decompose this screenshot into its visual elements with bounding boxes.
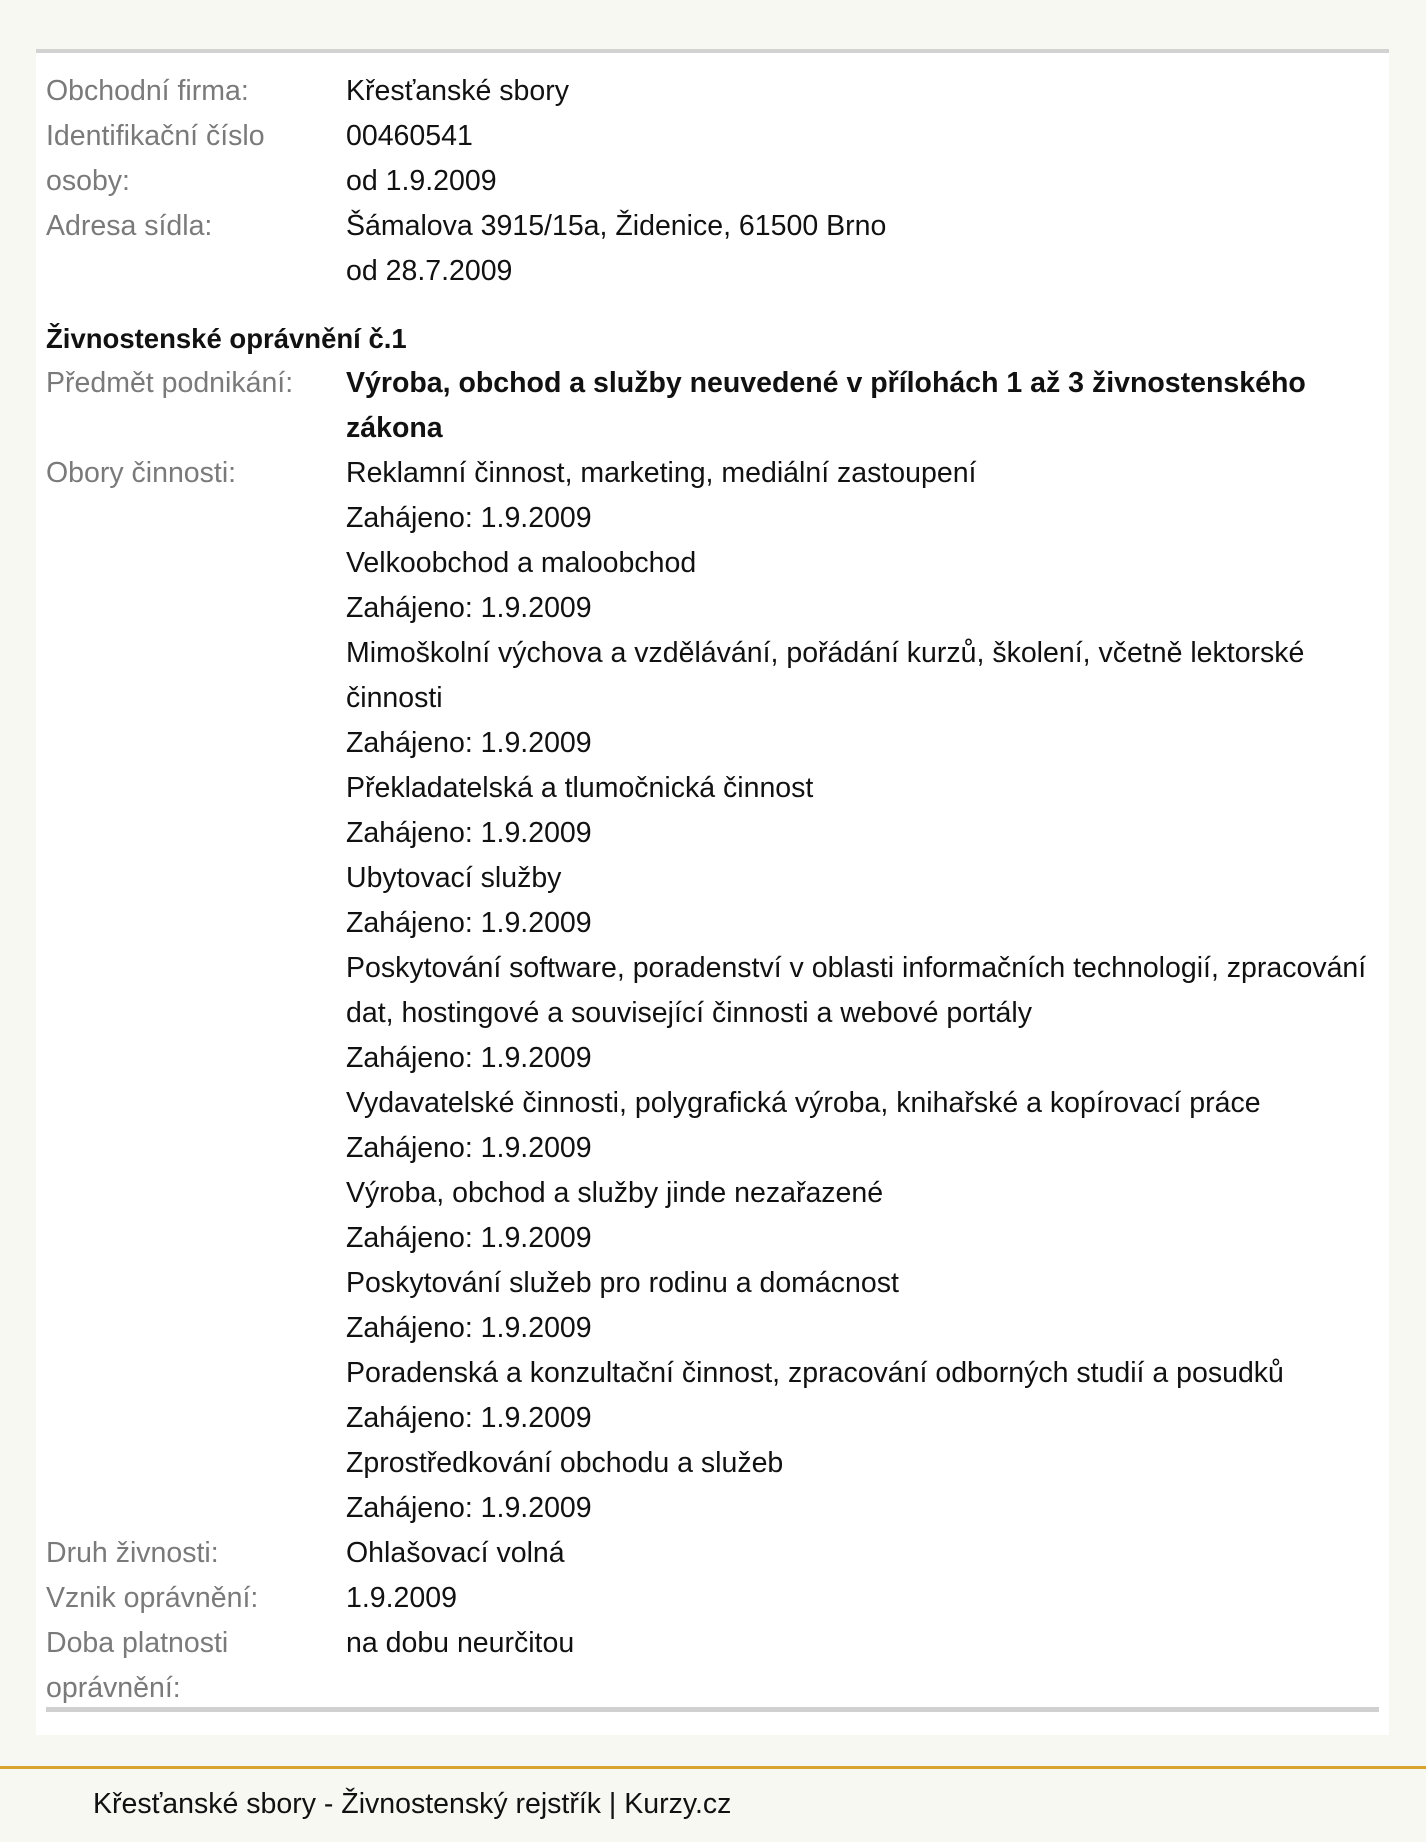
- license-heading: Živnostenské oprávnění č.1: [46, 323, 407, 354]
- field-item-name: Výroba, obchod a služby jinde nezařazené: [346, 1177, 884, 1209]
- license-fields-label: Obory činnosti:: [46, 457, 237, 489]
- license-validity-value: na dobu neurčitou: [346, 1627, 575, 1659]
- license-info-table: [46, 361, 1379, 1711]
- company-info-table: [46, 69, 1379, 294]
- company-address-label: Adresa sídla:: [46, 210, 213, 242]
- field-item: [346, 766, 1379, 856]
- section-gap: [46, 294, 1379, 316]
- footer-registry-link[interactable]: Živnostenský rejstřík: [341, 1788, 602, 1820]
- company-address-row: [46, 204, 1379, 294]
- field-item: [346, 541, 1379, 631]
- field-item-started: Zahájeno: 1.9.2009: [346, 1402, 592, 1434]
- field-item-name: Zprostředkování obchodu a služeb: [346, 1447, 784, 1479]
- field-item-started: Zahájeno: 1.9.2009: [346, 817, 592, 849]
- field-item: [346, 1351, 1379, 1441]
- field-item: [346, 1171, 1379, 1261]
- field-item-name: Ubytovací služby: [346, 862, 562, 894]
- company-name-row: [46, 69, 1379, 114]
- field-item-name: Reklamní činnost, marketing, mediální zastoupení: [346, 457, 977, 489]
- license-subject-value: Výroba, obchod a služby neuvedené v přílohách 1 až 3 živnostenského zákona: [346, 367, 1306, 444]
- company-address-value: Šámalova 3915/15a, Židenice, 61500 Brno: [346, 210, 887, 242]
- license-origin-value: 1.9.2009: [346, 1582, 457, 1614]
- company-address-since: od 28.7.2009: [346, 255, 513, 287]
- field-item-started: Zahájeno: 1.9.2009: [346, 1042, 592, 1074]
- license-type-value: Ohlašovací volná: [346, 1537, 565, 1569]
- license-origin-label: Vznik oprávnění:: [46, 1582, 259, 1614]
- field-item-started: Zahájeno: 1.9.2009: [346, 727, 592, 759]
- field-item: [346, 856, 1379, 946]
- field-item-started: Zahájeno: 1.9.2009: [346, 592, 592, 624]
- field-item-started: Zahájeno: 1.9.2009: [346, 1492, 592, 1524]
- footer-separator-pipe: |: [601, 1788, 625, 1820]
- company-address-cell: [346, 204, 1379, 294]
- license-subject-row: [46, 361, 1379, 451]
- license-subject-label: Předmět podnikání:: [46, 367, 294, 399]
- field-item-name: Poradenská a konzultační činnost, zpracování odborných studií a posudků: [346, 1357, 1284, 1389]
- company-id-cell: [346, 114, 1379, 204]
- license-fields-row: [46, 451, 1379, 1531]
- card-bottom-divider: [46, 1707, 1379, 1712]
- field-item-name: Velkoobchod a maloobchod: [346, 547, 697, 579]
- field-item: [346, 946, 1379, 1081]
- license-type-row: [46, 1531, 1379, 1576]
- field-item-started: Zahájeno: 1.9.2009: [346, 907, 592, 939]
- company-id-since: od 1.9.2009: [346, 165, 497, 197]
- field-item-name: Poskytování software, poradenství v oblasti informačních technologií, zpracování dat, hostingové a související činnosti a webové portály: [346, 952, 1367, 1029]
- page-footer: [93, 1784, 731, 1824]
- record-card: [36, 49, 1389, 1735]
- license-validity-label: Doba platnosti oprávnění:: [46, 1627, 229, 1704]
- footer-company-link[interactable]: Křesťanské sbory: [93, 1788, 316, 1820]
- license-validity-row: [46, 1621, 1379, 1711]
- license-type-label: Druh živnosti:: [46, 1537, 219, 1569]
- company-name-value: Křesťanské sbory: [346, 75, 569, 107]
- field-item: [346, 451, 1379, 541]
- footer-separator-dash: -: [315, 1788, 342, 1820]
- company-id-row: [46, 114, 1379, 204]
- field-item-started: Zahájeno: 1.9.2009: [346, 1222, 592, 1254]
- field-item-name: Mimoškolní výchova a vzdělávání, pořádání kurzů, školení, včetně lektorské činnosti: [346, 637, 1305, 714]
- license-origin-row: [46, 1576, 1379, 1621]
- company-id-value: 00460541: [346, 120, 473, 152]
- field-item: [346, 631, 1379, 766]
- field-item-started: Zahájeno: 1.9.2009: [346, 1312, 592, 1344]
- license-fields-list: [346, 451, 1379, 1531]
- company-id-label: Identifikační číslo osoby:: [46, 120, 265, 197]
- field-item-started: Zahájeno: 1.9.2009: [346, 502, 592, 534]
- field-item: [346, 1441, 1379, 1531]
- field-item-name: Vydavatelské činnosti, polygrafická výroba, knihařské a kopírovací práce: [346, 1087, 1261, 1119]
- field-item: [346, 1081, 1379, 1171]
- footer-site-link[interactable]: Kurzy.cz: [624, 1788, 732, 1820]
- field-item-name: Překladatelská a tlumočnická činnost: [346, 772, 814, 804]
- field-item-started: Zahájeno: 1.9.2009: [346, 1132, 592, 1164]
- record-content: [46, 69, 1379, 1711]
- field-item: [346, 1261, 1379, 1351]
- field-item-name: Poskytování služeb pro rodinu a domácnost: [346, 1267, 899, 1299]
- company-name-label: Obchodní firma:: [46, 75, 249, 107]
- footer-divider: [0, 1766, 1426, 1769]
